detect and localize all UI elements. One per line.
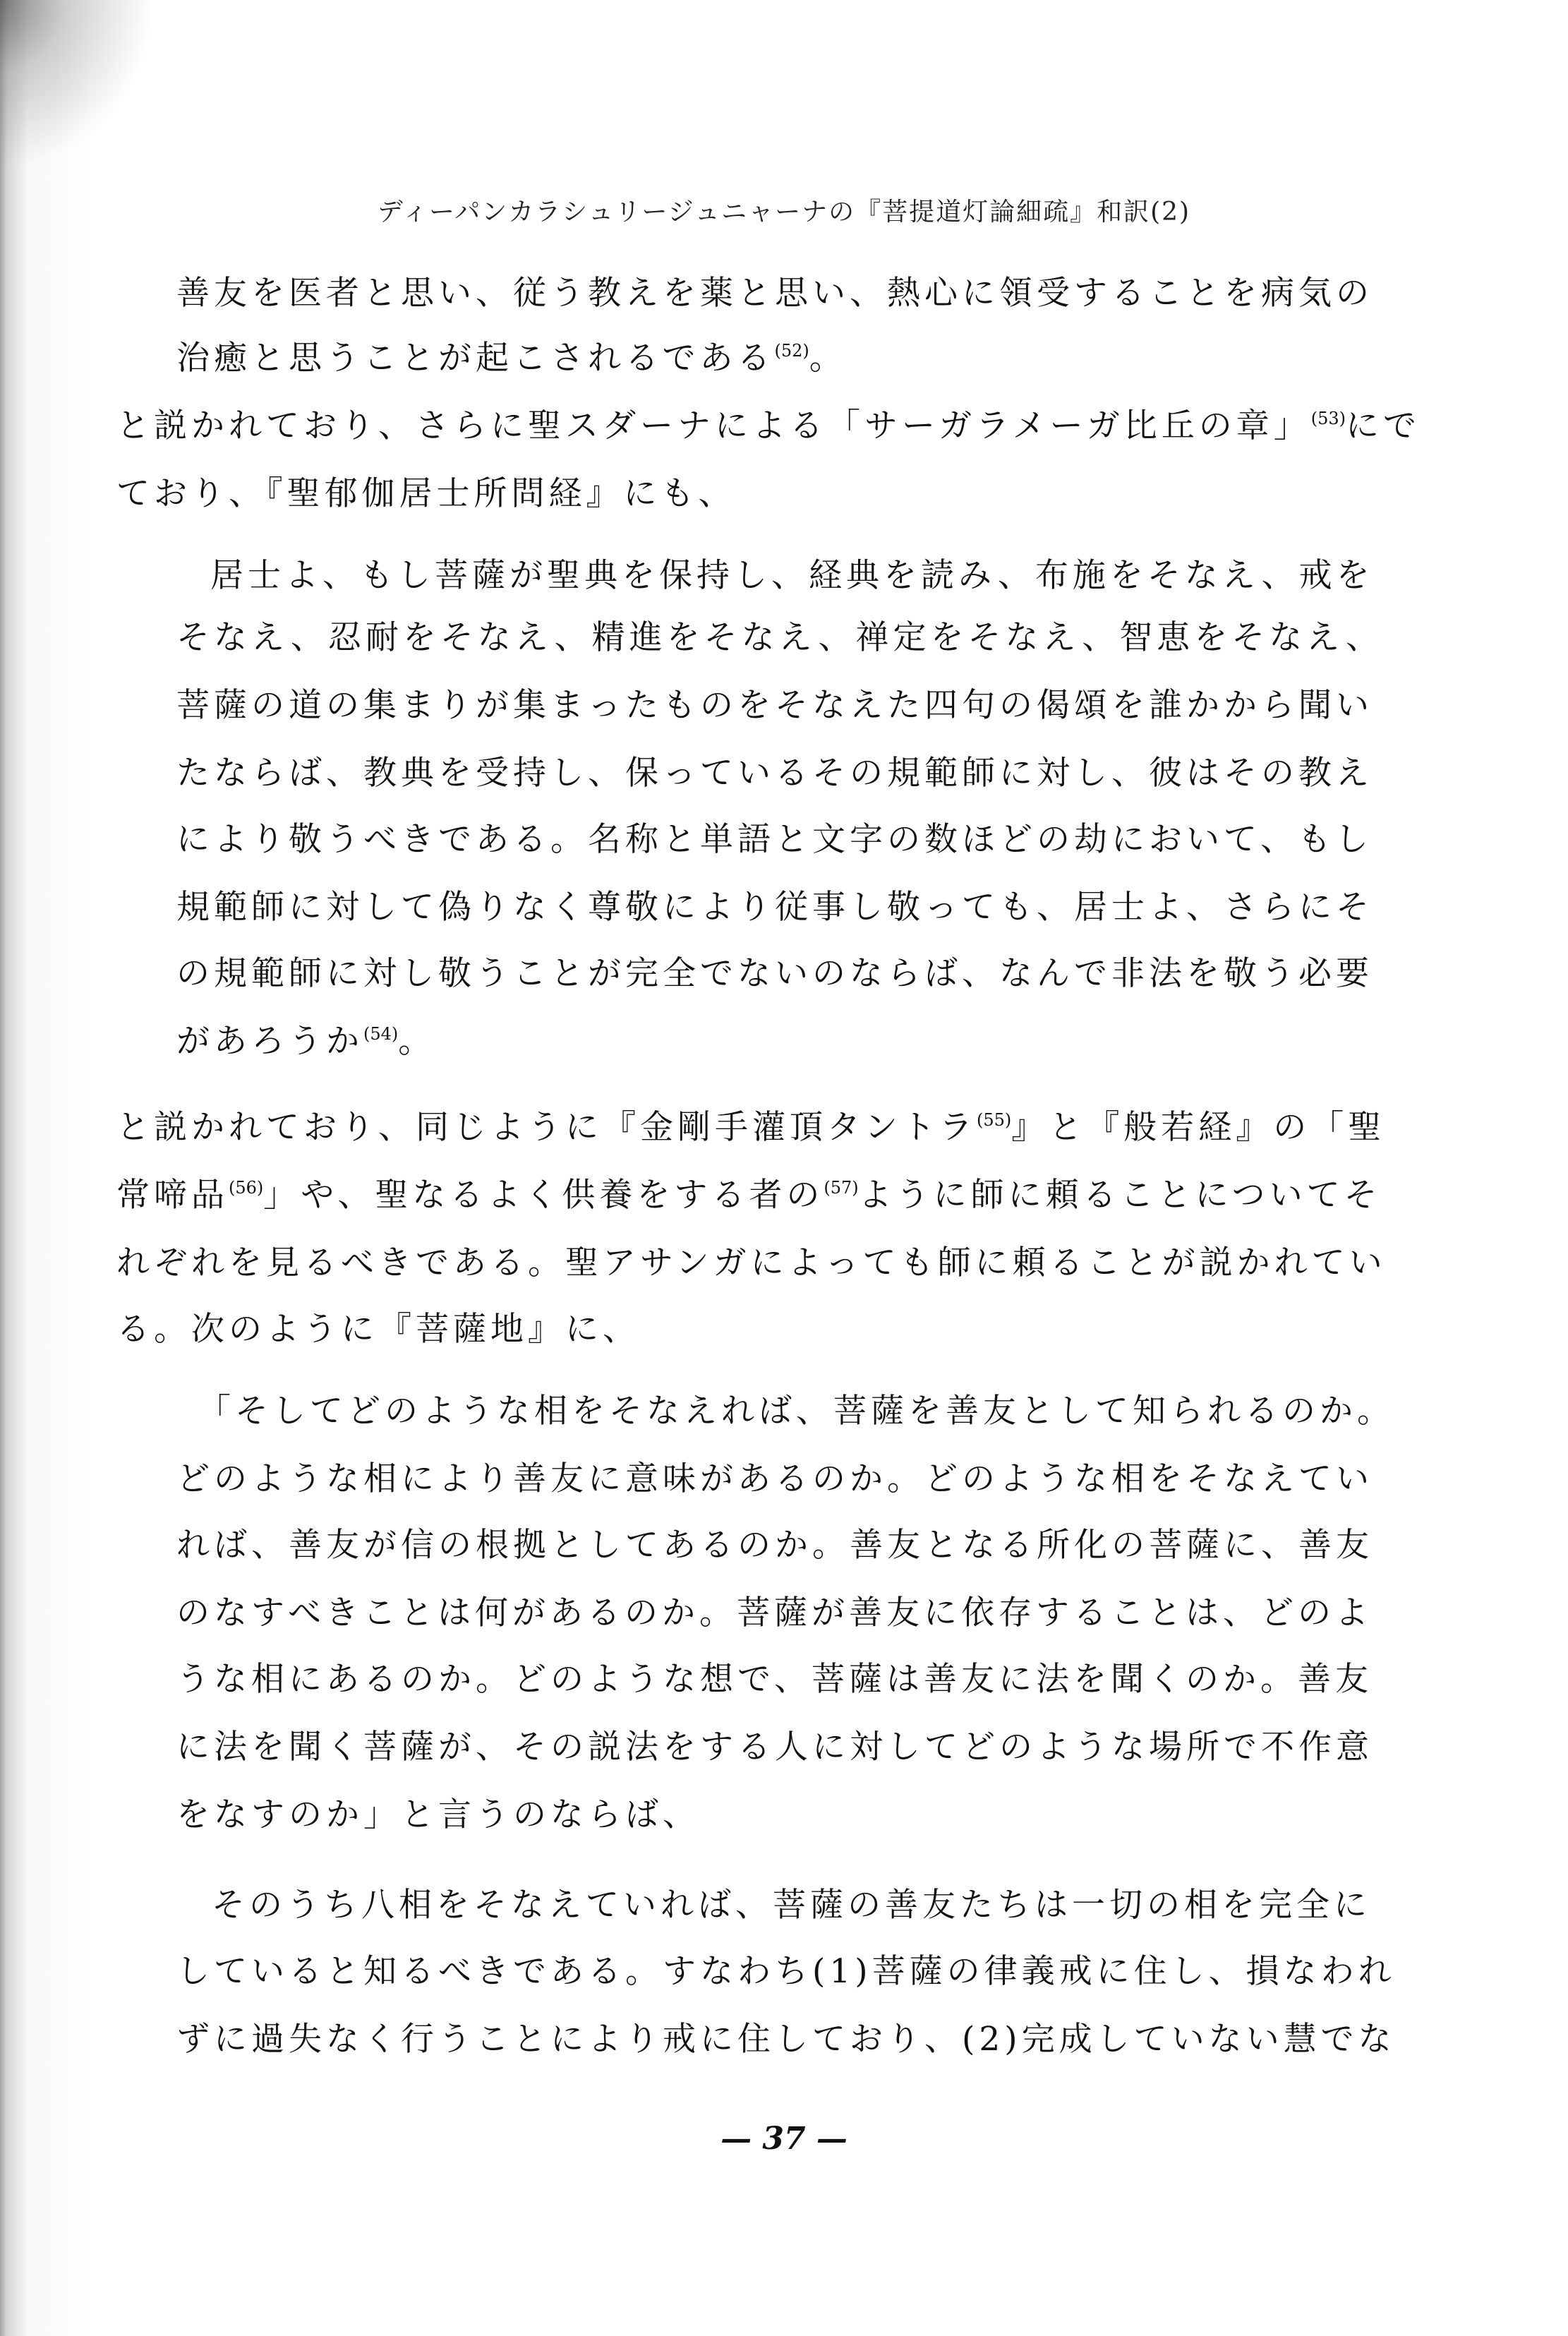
footnote-ref[interactable]: (54) [363, 1024, 399, 1044]
text-line: どのような相により善友に意味があるのか。どのような相をそなえてい [176, 1459, 1373, 1498]
text-line: れば、善友が信の根拠としてあるのか。善友となる所化の菩薩に、善友 [176, 1526, 1373, 1565]
text-line: 規範師に対して偽りなく尊敬により従事し敬っても、居士よ、さらにそ [176, 888, 1373, 927]
text-line: と説かれており、同じように『金剛手灌頂タントラ$^{(55)}$』と『般若経』の「聖 [116, 1108, 1386, 1147]
text-line: 善友を医者と思い、従う教えを薬と思い、熱心に領受することを病気の [176, 274, 1373, 313]
text-line: に法を聞く菩薩が、その説法をする人に対してどのような場所で不作意 [176, 1728, 1373, 1766]
text-line: があろうか$^{(54)}$。 [176, 1022, 436, 1061]
text-line: 居士よ、もし菩薩が聖典を保持し、経典を読み、布施をそなえ、戒を [210, 556, 1374, 595]
text-line: と説かれており、さらに聖スダーナによる「サーガラメーガ比丘の章」$^{(53)}$にで [116, 407, 1421, 445]
scan-corner-shadow [0, 0, 155, 169]
text-line: により敬うべきである。名称と単語と文字の数ほどの劫において、もし [176, 820, 1373, 859]
footnote-ref[interactable]: (56) [229, 1178, 264, 1198]
footnote-ref[interactable]: (57) [824, 1178, 859, 1198]
text-line: のなすべきことは何があるのか。菩薩が善友に依存することは、どのよ [176, 1594, 1373, 1632]
text-line: 治癒と思うことが起こされるである$^{(52)}$。 [176, 339, 847, 378]
page-number: — 37 — [720, 2121, 848, 2157]
footnote-ref[interactable]: (52) [774, 341, 809, 361]
text-line: 菩薩の道の集まりが集まったものをそなえた四句の偈頌を誰かから聞い [176, 686, 1373, 725]
footnote-ref[interactable]: (53) [1310, 409, 1346, 428]
footnote-ref[interactable]: (55) [977, 1110, 1012, 1130]
text-line: そのうち八相をそなえていれば、菩薩の善友たちは一切の相を完全に [212, 1886, 1371, 1925]
text-line: ずに過失なく行うことにより戒に住しており、(2)完成していない慧でな [176, 2020, 1396, 2059]
text-line: うな相にあるのか。どのような想で、菩薩は善友に法を聞くのか。善友 [176, 1660, 1373, 1699]
scan-edge-shadow [0, 0, 92, 2336]
text-line: ており、『聖郁伽居士所問経』にも、 [116, 474, 736, 513]
text-line: れぞれを見るべきである。聖アサンガによっても師に頼ることが説かれてい [116, 1244, 1387, 1282]
text-line: の規範師に対し敬うことが完全でないのならば、なんで非法を敬う必要 [176, 954, 1373, 993]
text-line: をなすのか」と言うのならば、 [176, 1795, 700, 1834]
running-head: ディーパンカラシュリージュニャーナの『菩提道灯論細疏』和訳(2) [377, 198, 1191, 227]
text-line: 「そしてどのような相をそなえれば、菩薩を善友として知られるのか。 [198, 1392, 1394, 1431]
text-line: る。次のように『菩薩地』に、 [116, 1310, 640, 1349]
text-line: していると知るべきである。すなわち(1)菩薩の律義戒に住し、損なわれ [176, 1952, 1396, 1991]
text-line: 常啼品$^{(56)}$」や、聖なるよく供養をする者の$^{(57)}$ように師に頼ることについてそ [116, 1176, 1382, 1215]
text-line: たならば、教典を受持し、保っているその規範師に対し、彼はその教え [176, 754, 1373, 793]
text-line: そなえ、忍耐をそなえ、精進をそなえ、禅定をそなえ、智恵をそなえ、 [176, 618, 1384, 657]
